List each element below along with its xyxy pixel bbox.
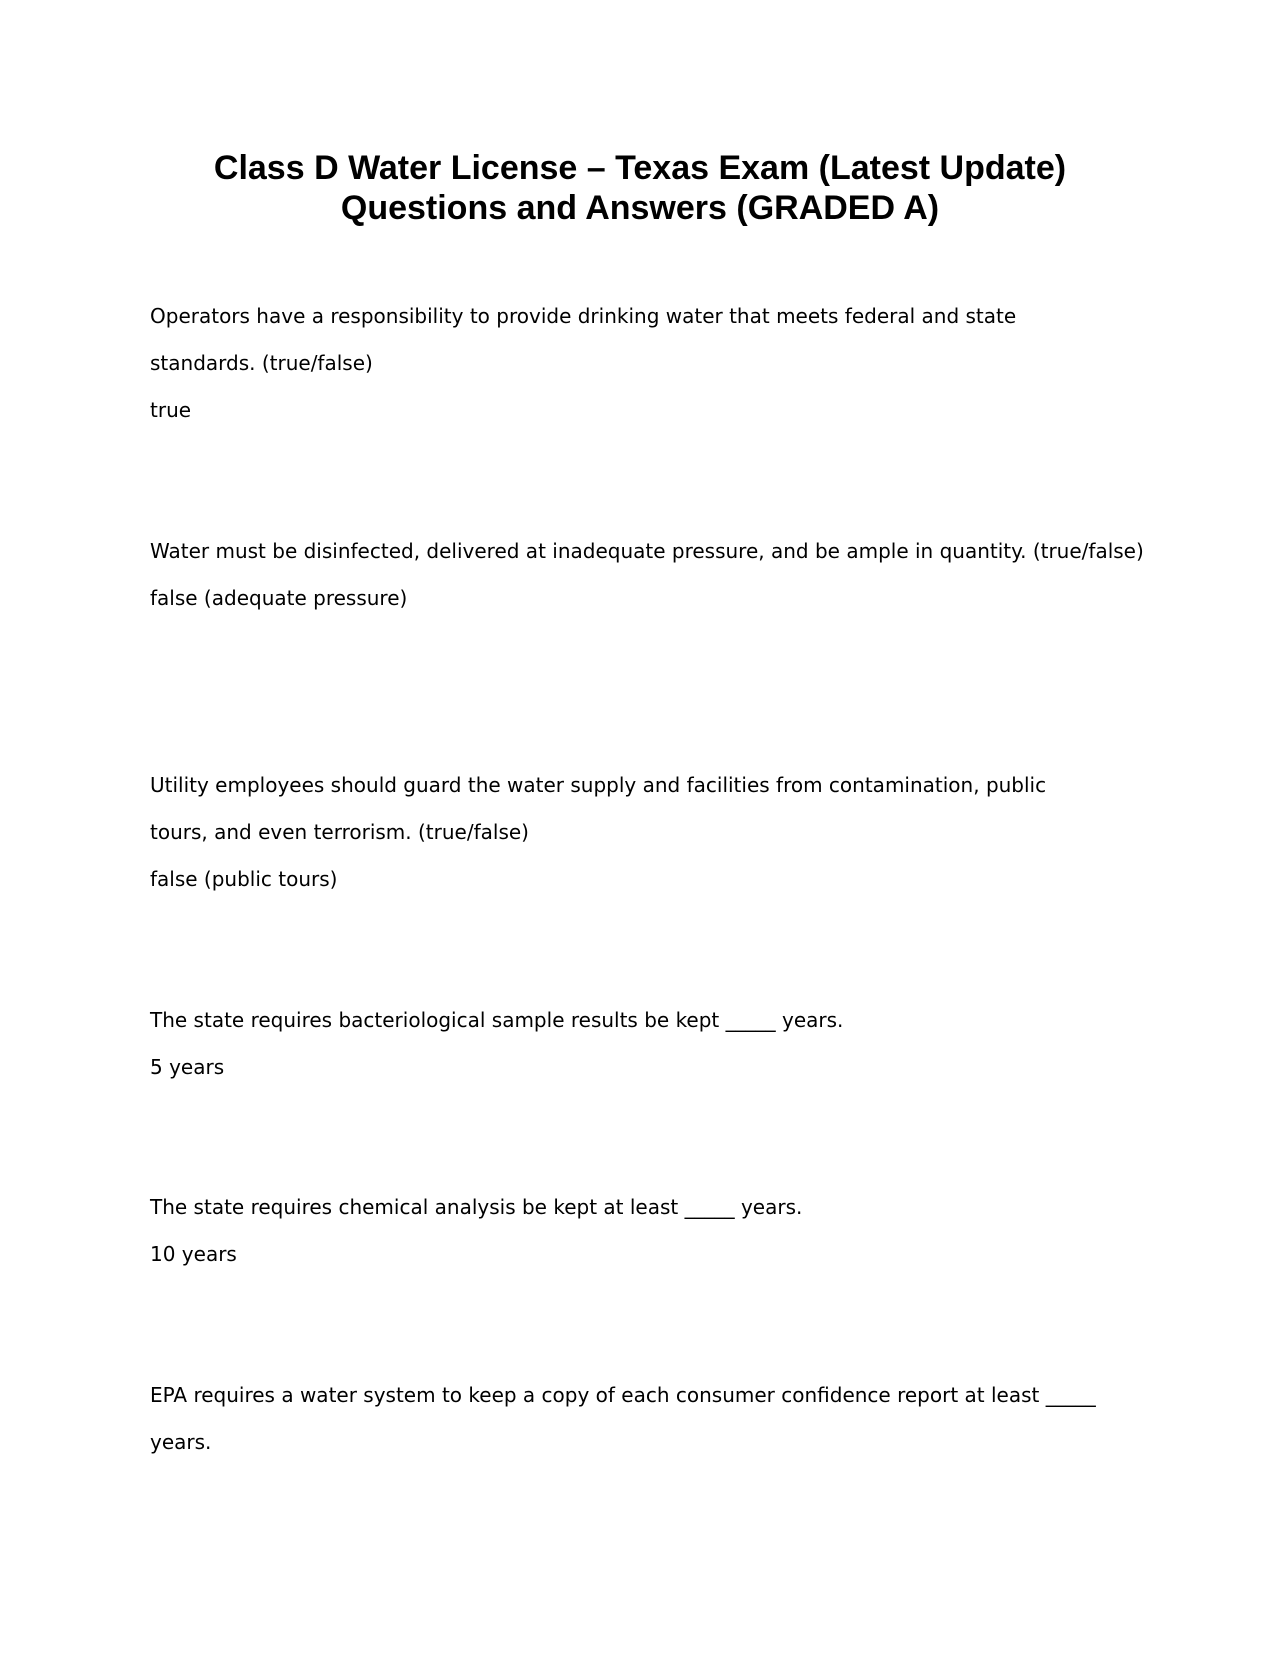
question-2-line-1: Water must be disinfected, delivered at inadequate pressure, and be ample in quantity. (true/false) — [150, 539, 1144, 563]
question-6-line-2: years. — [150, 1430, 212, 1454]
answer-1: true — [150, 398, 192, 422]
answer-2: false (adequate pressure) — [150, 586, 408, 610]
document-title-line-2: Questions and Answers (GRADED A) — [340, 189, 940, 227]
question-3-line-1: Utility employees should guard the water supply and facilities from contamination, public — [150, 773, 1047, 797]
question-5-line-1: The state requires chemical analysis be kept at least _____ years. — [150, 1195, 803, 1219]
answer-5: 10 years — [150, 1242, 237, 1266]
answer-4: 5 years — [150, 1055, 225, 1079]
question-4-line-1: The state requires bacteriological sample results be kept _____ years. — [150, 1008, 844, 1032]
question-1-line-1: Operators have a responsibility to provide drinking water that meets federal and state — [150, 304, 1017, 328]
question-1-line-2: standards. (true/false) — [150, 351, 373, 375]
question-3-line-2: tours, and even terrorism. (true/false) — [150, 820, 529, 844]
document-title-line-1: Class D Water License – Texas Exam (Latest Update) — [213, 149, 1067, 187]
question-6-line-1: EPA requires a water system to keep a copy of each consumer confidence report at least _____ — [150, 1383, 1096, 1407]
answer-3: false (public tours) — [150, 867, 338, 891]
